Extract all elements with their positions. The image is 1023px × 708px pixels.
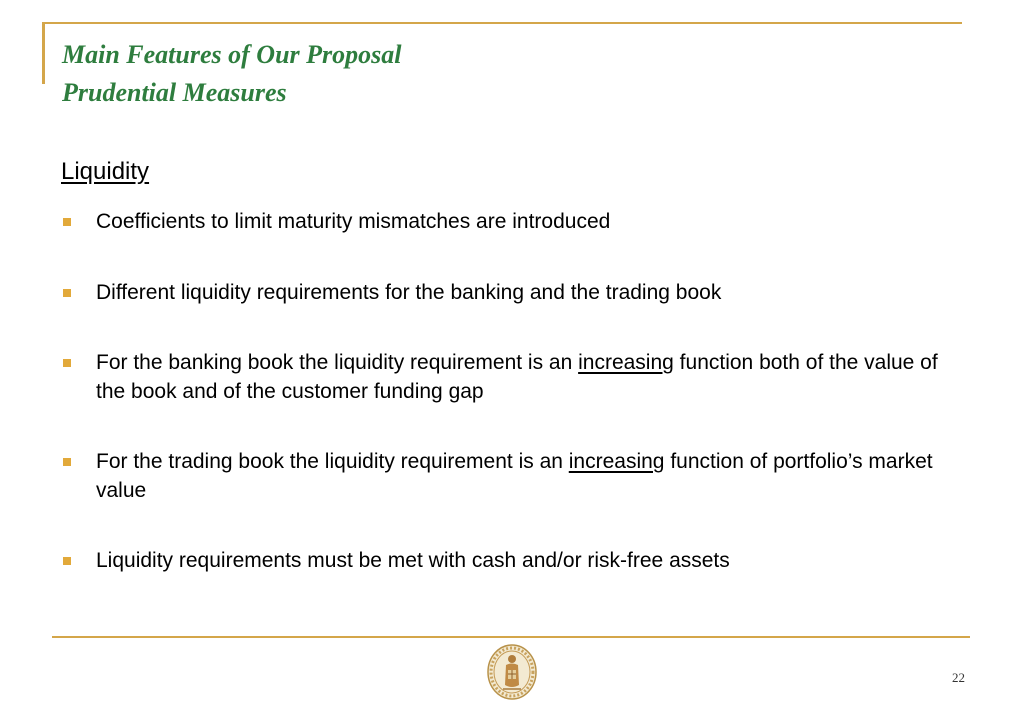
bullet-list — [60, 207, 950, 575]
bullet-text-start: For the trading book the liquidity requirement is an — [96, 450, 569, 473]
bottom-divider — [52, 636, 970, 638]
square-bullet-icon — [63, 458, 71, 466]
page-number: 22 — [952, 670, 965, 685]
bullet-text: Different liquidity requirements for the banking and the trading book — [96, 281, 722, 304]
square-bullet-icon — [63, 557, 71, 565]
bullet-emphasis: increasing — [568, 450, 665, 473]
square-bullet-icon — [63, 359, 71, 367]
university-seal-icon — [486, 643, 538, 701]
bullet-item — [60, 348, 950, 406]
square-bullet-icon — [63, 218, 71, 226]
bullet-item — [60, 207, 950, 236]
bullet-emphasis: increasing — [578, 351, 674, 374]
top-divider — [42, 22, 962, 24]
square-bullet-icon — [63, 289, 71, 297]
title-accent-bar — [42, 22, 45, 84]
slide-title — [62, 36, 402, 112]
bullet-text-start: For the banking book the liquidity requirement is an — [96, 351, 579, 374]
bullet-item — [60, 546, 950, 575]
bullet-text: Liquidity requirements must be met with cash and/or risk-free assets — [96, 549, 730, 572]
bullet-item — [60, 278, 950, 307]
bullet-item — [60, 447, 950, 505]
bullet-text: Coefficients to limit maturity mismatches are introduced — [96, 210, 611, 233]
bullet-text-end: function of portfolio’s market value — [96, 450, 933, 502]
title-line-2: Prudential Measures — [62, 78, 287, 107]
bullet-text-end: function both of the value of the book and of the customer funding gap — [96, 351, 938, 403]
section-heading: Liquidity — [61, 158, 150, 185]
title-line-1: Main Features of Our Proposal — [62, 40, 402, 69]
